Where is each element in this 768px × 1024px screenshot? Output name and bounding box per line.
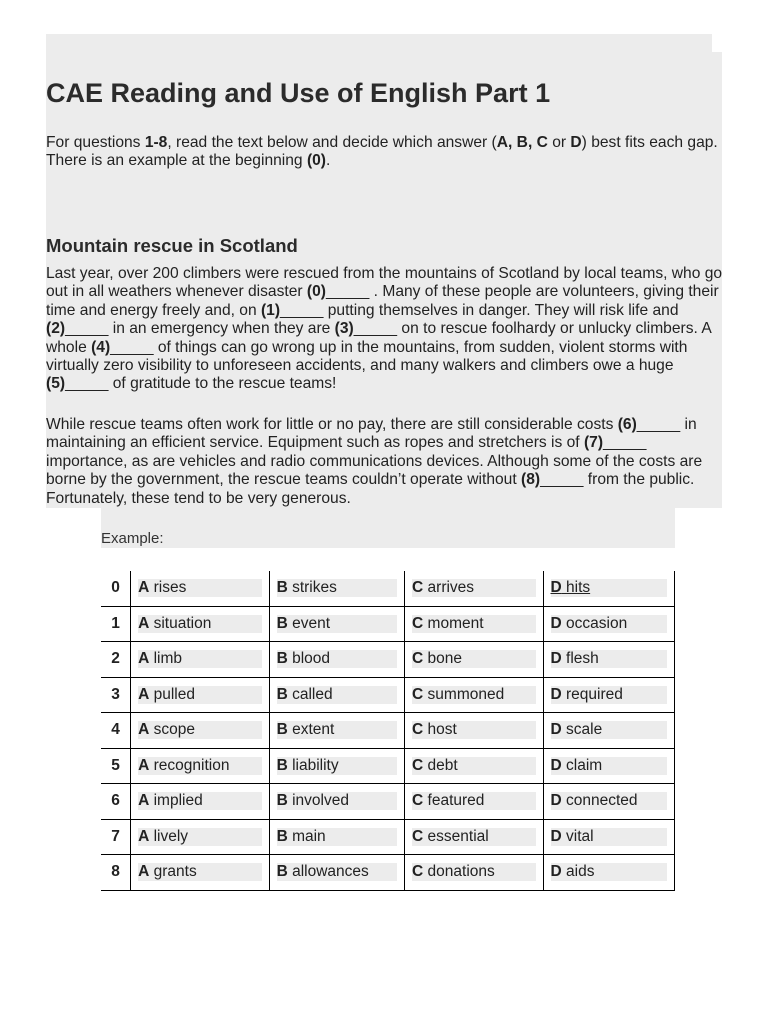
gap-number: (4) xyxy=(91,338,111,356)
option-a[interactable] xyxy=(131,713,269,749)
option-word: strikes xyxy=(292,579,337,597)
table-row xyxy=(101,784,675,820)
option-word: bone xyxy=(427,650,463,668)
option-word: main xyxy=(292,827,326,845)
option-word: occasion xyxy=(566,614,628,632)
option-word: called xyxy=(292,685,333,703)
question-number: 3 xyxy=(101,677,131,713)
option-letter: C xyxy=(412,756,424,774)
option-word: connected xyxy=(566,792,638,810)
option-b[interactable] xyxy=(269,713,404,749)
option-word: scope xyxy=(153,721,195,739)
option-d[interactable] xyxy=(543,606,675,642)
option-letter: B xyxy=(276,614,288,632)
option-b[interactable] xyxy=(269,748,404,784)
instructions-bold: A, B, C xyxy=(496,134,548,151)
passage-title: Mountain rescue in Scotland xyxy=(46,235,298,256)
option-word: recognition xyxy=(153,756,230,774)
gap-number: (0) xyxy=(306,283,326,301)
option-word: featured xyxy=(427,792,485,810)
option-word: vital xyxy=(566,827,594,845)
instructions xyxy=(46,134,722,171)
question-number: 0 xyxy=(101,571,131,606)
table-row xyxy=(101,571,675,606)
instructions-text: or xyxy=(547,134,571,151)
option-letter: D xyxy=(550,614,562,632)
option-d[interactable] xyxy=(543,784,675,820)
instructions-text: . xyxy=(326,152,331,170)
gap-number: (5) xyxy=(46,375,66,393)
option-word: limb xyxy=(153,650,183,668)
option-c[interactable] xyxy=(405,855,543,891)
instructions-bold: (0) xyxy=(306,152,326,170)
instructions-text: For questions xyxy=(46,134,145,151)
option-letter: D xyxy=(550,579,562,597)
question-number: 5 xyxy=(101,748,131,784)
option-word: grants xyxy=(153,863,197,881)
option-word: liability xyxy=(292,756,339,774)
option-d[interactable] xyxy=(543,748,675,784)
option-word: flesh xyxy=(566,650,599,668)
option-a[interactable] xyxy=(131,571,269,606)
table-row xyxy=(101,642,675,678)
option-c[interactable] xyxy=(405,784,543,820)
option-a[interactable] xyxy=(131,677,269,713)
option-letter: A xyxy=(138,863,150,881)
table-row xyxy=(101,748,675,784)
passage-text: _____ . Many of these people are volunteers, giving their time and energy freely and, on xyxy=(46,283,719,319)
option-d[interactable] xyxy=(543,677,675,713)
example-background xyxy=(101,506,675,548)
passage-paragraph-2 xyxy=(46,416,726,508)
option-letter: C xyxy=(412,863,424,881)
instructions-bold: 1-8 xyxy=(144,134,168,151)
option-letter: A xyxy=(138,685,150,703)
option-word: blood xyxy=(292,650,331,668)
option-d[interactable] xyxy=(543,713,675,749)
option-letter: C xyxy=(412,792,424,810)
passage-text: While rescue teams often work for little or no pay, there are still considerable costs xyxy=(46,416,618,433)
option-c[interactable] xyxy=(405,606,543,642)
passage-text: _____ in maintaining an efficient service. Equipment such as ropes and stretchers is of xyxy=(46,416,697,452)
option-letter: B xyxy=(276,579,288,597)
passage-text: _____ from the public. Fortunately, these tend to be very generous. xyxy=(46,471,695,507)
option-d[interactable] xyxy=(543,642,675,678)
option-letter: C xyxy=(412,827,424,845)
option-word: extent xyxy=(292,721,335,739)
option-word: situation xyxy=(153,614,212,632)
option-c[interactable] xyxy=(405,748,543,784)
option-letter: A xyxy=(138,721,150,739)
option-d[interactable] xyxy=(543,855,675,891)
option-word: host xyxy=(427,721,457,739)
gap-number: (3) xyxy=(334,320,354,338)
passage-text: Last year, over 200 climbers were rescued from the mountains of Scotland by local teams, who go out in all weathers whenever disaster xyxy=(46,265,723,301)
table-row xyxy=(101,677,675,713)
gap-number: (6) xyxy=(617,416,637,433)
option-letter: A xyxy=(138,792,150,810)
option-word: event xyxy=(292,614,330,632)
option-word: pulled xyxy=(153,685,195,703)
option-word: lively xyxy=(153,827,189,845)
passage-text: _____ of things can go wrong up in the mountains, from sudden, violent storms with virtually zero visibility to unforeseen accidents, and many walkers and climbers owe a huge xyxy=(46,338,688,375)
option-letter: D xyxy=(550,827,562,845)
option-a[interactable] xyxy=(131,819,269,855)
option-letter: A xyxy=(138,650,150,668)
option-c[interactable] xyxy=(405,677,543,713)
option-letter: D xyxy=(550,650,562,668)
gap-number: (2) xyxy=(46,320,66,338)
option-letter: C xyxy=(412,685,424,703)
option-letter: D xyxy=(550,756,562,774)
option-a[interactable] xyxy=(131,642,269,678)
table-row xyxy=(101,855,675,891)
option-word: claim xyxy=(566,756,603,774)
option-word: involved xyxy=(292,792,349,810)
passage-paragraph-1 xyxy=(46,265,726,394)
question-number: 7 xyxy=(101,819,131,855)
answer-options-table xyxy=(101,571,675,891)
option-b[interactable] xyxy=(269,677,404,713)
option-c[interactable] xyxy=(405,642,543,678)
option-word: implied xyxy=(153,792,203,810)
passage-text: _____ of gratitude to the rescue teams! xyxy=(65,375,337,393)
question-number: 1 xyxy=(101,606,131,642)
question-number: 4 xyxy=(101,713,131,749)
option-letter: A xyxy=(138,579,150,597)
table-row xyxy=(101,606,675,642)
option-b[interactable] xyxy=(269,819,404,855)
option-c[interactable] xyxy=(405,819,543,855)
option-word: aids xyxy=(566,863,595,881)
option-word: donations xyxy=(427,863,495,881)
option-letter: A xyxy=(138,614,150,632)
option-word: allowances xyxy=(292,863,369,881)
option-letter: A xyxy=(138,827,150,845)
gap-number: (7) xyxy=(583,434,604,452)
option-b[interactable] xyxy=(269,571,404,606)
option-letter: D xyxy=(550,685,562,703)
option-word: debt xyxy=(427,756,458,774)
option-letter: B xyxy=(276,756,288,774)
header-background xyxy=(46,34,712,54)
option-letter: C xyxy=(412,650,424,668)
option-letter: D xyxy=(550,721,562,739)
option-word: required xyxy=(566,685,623,703)
option-c[interactable] xyxy=(405,713,543,749)
option-word: moment xyxy=(427,614,484,632)
question-number: 2 xyxy=(101,642,131,678)
table-row xyxy=(101,713,675,749)
option-word: essential xyxy=(427,827,489,845)
gap-number: (1) xyxy=(260,301,281,319)
option-d[interactable] xyxy=(543,819,675,855)
option-c[interactable] xyxy=(405,571,543,606)
option-letter: B xyxy=(276,685,288,703)
option-letter: D xyxy=(550,863,562,881)
option-b[interactable] xyxy=(269,606,404,642)
question-number: 8 xyxy=(101,855,131,891)
passage-text: _____ putting themselves in danger. They will risk life and xyxy=(280,301,679,319)
option-d[interactable] xyxy=(543,571,675,606)
page-title: CAE Reading and Use of English Part 1 xyxy=(46,78,551,108)
passage-text: _____ importance, as are vehicles and radio communications devices. Although some of the costs are borne by the government, the rescue teams couldn’t operate without xyxy=(46,434,703,489)
gap-number: (8) xyxy=(521,471,541,489)
option-letter: B xyxy=(276,863,288,881)
option-word: rises xyxy=(153,579,187,597)
option-letter: B xyxy=(276,650,288,668)
option-word: hits xyxy=(566,579,591,597)
question-number: 6 xyxy=(101,784,131,820)
instructions-bold: D xyxy=(570,134,582,151)
example-label: Example: xyxy=(101,530,164,547)
option-letter: C xyxy=(412,614,424,632)
instructions-text: ) best fits each gap. There is an example at the beginning xyxy=(46,134,718,170)
option-letter: B xyxy=(276,721,288,739)
option-word: scale xyxy=(566,721,603,739)
option-letter: B xyxy=(276,792,288,810)
option-b[interactable] xyxy=(269,642,404,678)
option-letter: C xyxy=(412,721,424,739)
option-letter: D xyxy=(550,792,562,810)
option-letter: A xyxy=(138,756,150,774)
option-a[interactable] xyxy=(131,784,269,820)
option-letter: B xyxy=(276,827,288,845)
option-a[interactable] xyxy=(131,855,269,891)
table-row xyxy=(101,819,675,855)
instructions-text: , read the text below and decide which answer ( xyxy=(167,134,497,151)
option-word: arrives xyxy=(427,579,475,597)
option-a[interactable] xyxy=(131,606,269,642)
option-b[interactable] xyxy=(269,855,404,891)
passage-text: _____ in an emergency when they are xyxy=(65,320,335,338)
option-letter: C xyxy=(412,579,424,597)
option-word: summoned xyxy=(427,685,505,703)
option-a[interactable] xyxy=(131,748,269,784)
option-b[interactable] xyxy=(269,784,404,820)
passage-text: _____ on to rescue foolhardy or unlucky climbers. A whole xyxy=(46,320,711,356)
